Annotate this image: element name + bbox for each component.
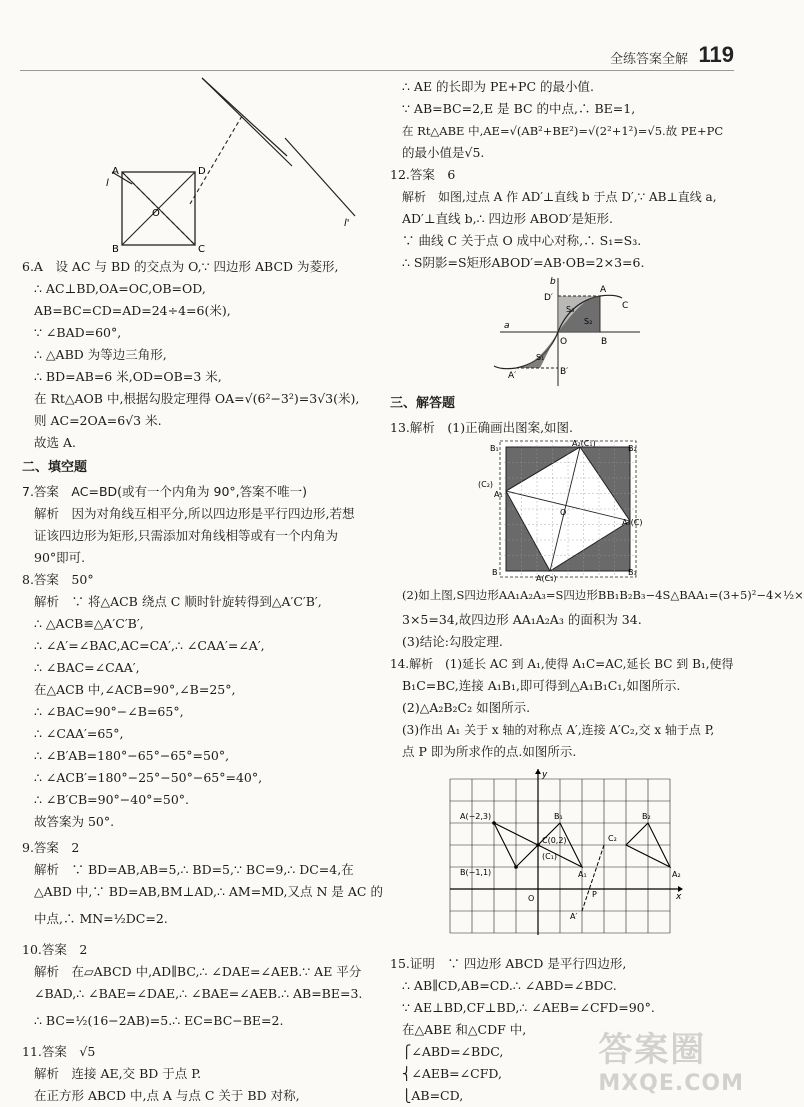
fig12-label-O: O: [560, 337, 568, 347]
q9-line: 中点,∴ MN=½DC=2.: [34, 911, 168, 926]
q8-line: 解析 ∵ 将△ACB 绕点 C 顺时针旋转得到△A′C′B′,: [34, 594, 322, 609]
q14-line: (3)作出 A₁ 关于 x 轴的对称点 A′,连接 A′C₂,交 x 轴于点 P,: [402, 723, 715, 737]
q15-line: 在△ABE 和△CDF 中,: [402, 1022, 527, 1037]
q7-line: 7.答案 AC=BD(或有一个内角为 90°,答案不唯一): [22, 484, 308, 499]
q10-line: 10.答案 2: [22, 942, 88, 957]
q13-line: 13.解析 (1)正确画出图案,如图.: [390, 420, 574, 435]
q8-line: ∴ ∠A′=∠BAC,AC=CA′,∴ ∠CAA′=∠A′,: [34, 638, 265, 653]
fig12-label-a: a: [504, 321, 510, 331]
q9-line: 解析 ∵ BD=AB,AB=5,∴ BD=5,∵ BC=9,∴ DC=4,在: [34, 862, 354, 877]
fig14-label-b: B(−1,1): [460, 868, 492, 877]
q6-line: ∴ △ABD 为等边三角形,: [34, 347, 167, 362]
fig13-label-b3: B₃: [628, 568, 637, 577]
fig14-label-a2: A₂: [672, 870, 681, 879]
answer-q10: [22, 939, 372, 1037]
fig5-label-c: C: [198, 244, 205, 255]
fig12-label-C: C: [622, 301, 629, 311]
fig12-label-Aprime: A′: [508, 371, 517, 381]
fig13-label-b: B: [492, 568, 498, 577]
q7-line: 90°即可.: [34, 550, 86, 565]
fig12-label-Bprime: B′: [560, 367, 569, 377]
fig14-label-c1: (C₁): [542, 852, 558, 861]
q14-line: 点 P 即为所求作的点.如图所示.: [402, 744, 577, 759]
fig14-label-y: y: [542, 770, 548, 780]
q12-line: 12.答案 6: [390, 167, 456, 182]
q11c-line: 的最小值是√5.: [402, 145, 485, 160]
watermark-line2: MXQE.COM: [598, 1071, 744, 1096]
fig14-label-a1: A₁: [578, 870, 587, 879]
q11c-line: ∴ AE 的长即为 PE+PC 的最小值.: [402, 79, 594, 94]
q15-line: ∴ AB∥CD,AB=CD.∴ ∠ABD=∠BDC.: [402, 978, 617, 993]
fig13-label-b1: B₁: [490, 444, 499, 453]
right-column: [390, 76, 804, 1107]
q12-line: ∵ 曲线 C 关于点 O 成中心对称,∴ S₁=S₃.: [402, 233, 642, 248]
fig5-label-b: B: [112, 244, 119, 255]
q7-line: 证该四边形为矩形,只需添加对角线相等或有一个内角为: [34, 528, 338, 543]
answer-q14: [390, 653, 734, 763]
answer-q11-cont: [390, 76, 730, 164]
q13b-line: (2)如上图,S四边形AA₁A₂A₃=S四边形BB₁B₂B₃−4S△BAA₁=(3+5)²−4×½×: [402, 588, 804, 602]
q11-line: 在正方形 ABCD 中,点 A 与点 C 关于 BD 对称,: [34, 1088, 300, 1103]
figure-q12-curve: [390, 274, 730, 390]
header-title: 全练答案全解: [609, 52, 688, 67]
watermark-line1: 答案圈: [598, 1030, 707, 1070]
page-header: [0, 40, 750, 70]
q15-line: ⎧∠ABD=∠BDC,: [402, 1044, 504, 1059]
q8-line: ∴ ∠B′CB=90°−40°=50°.: [34, 792, 190, 807]
fig13-label-o: O: [560, 508, 567, 517]
fig12-label-b: b: [550, 277, 556, 287]
q8-line: ∴ ∠BAC=90°−∠B=65°,: [34, 704, 184, 719]
fig14-label-c: C(0,2): [542, 836, 567, 845]
q6-line: ∴ AC⊥BD,OA=OC,OB=OD,: [34, 281, 206, 296]
fig13-label-ac3: A(C₃): [536, 574, 557, 583]
figure-q14-grid: [390, 763, 730, 953]
q8-line: 8.答案 50°: [22, 572, 94, 587]
q6-line: 故选 A.: [34, 435, 76, 450]
q15-line: ⎩AB=CD,: [402, 1088, 464, 1103]
q6-line: 则 AC=2OA=6√3 米.: [34, 413, 162, 428]
fig12-label-S2: S₂: [584, 317, 593, 326]
q8-line: 在△ACB 中,∠ACB=90°,∠B=25°,: [34, 682, 236, 697]
q7-line: 解析 因为对角线互相平分,所以四边形是平行四边形,若想: [34, 506, 355, 521]
fig12-label-S1: S₁: [536, 353, 545, 362]
answer-q13b: [390, 581, 804, 653]
q12-line: ∴ S阴影=S矩形ABOD′=AB·OB=2×3=6.: [402, 255, 645, 270]
answer-q12: [390, 164, 730, 274]
fig13-label-a3c: A₃(C): [622, 518, 643, 527]
fig12-label-B: B: [601, 337, 608, 347]
q8-line: ∴ △ACB≌△A′C′B′,: [34, 616, 144, 631]
q15-line: 15.证明 ∵ 四边形 ABCD 是平行四边形,: [390, 956, 627, 971]
fig5-label-d: D: [198, 166, 206, 177]
header-rule: [20, 70, 734, 71]
q14-line: 14.解析 (1)延长 AC 到 A₁,使得 A₁C=AC,延长 BC 到 B₁,使得: [390, 657, 734, 671]
figure-q5-square: [82, 76, 382, 256]
page-number: 119: [698, 42, 734, 67]
q12-line: AD′⊥直线 b,∴ 四边形 ABOD′是矩形.: [402, 211, 614, 226]
figure-q13-square-pattern: [390, 439, 730, 581]
section-fill-blank: 二、填空题: [22, 460, 88, 475]
fig12-label-Dprime: D′: [544, 293, 553, 303]
fig14-label-o: O: [528, 894, 535, 903]
fig14-label-x: x: [676, 892, 682, 902]
q15-line: ∵ AE⊥BD,CF⊥BD,∴ ∠AEB=∠CFD=90°.: [402, 1000, 655, 1015]
q13b-line: (3)结论:勾股定理.: [402, 634, 503, 649]
fig14-label-aprime: A′: [570, 912, 578, 921]
fig13-label-a2c1: A₂(C₁): [572, 439, 596, 448]
fig14-label-b2: B₂: [642, 812, 651, 821]
fig5-label-l: l: [106, 178, 109, 189]
q6-line: 6.A 设 AC 与 BD 的交点为 O,∵ 四边形 ABCD 为菱形,: [22, 259, 339, 274]
fig14-label-c2: C₂: [608, 834, 617, 843]
fig5-label-a: A: [112, 166, 119, 177]
q10-line: ∴ BC=½(16−2AB)=5.∴ EC=BC−BE=2.: [34, 1013, 284, 1028]
left-column: [22, 76, 383, 1107]
q6-line: ∵ ∠BAD=60°,: [34, 325, 122, 340]
fig13-label-a1: A₁: [494, 490, 503, 499]
q9-line: 9.答案 2: [22, 840, 80, 855]
q10-line: ∠BAD,∴ ∠BAE=∠DAE,∴ ∠BAE=∠AEB.∴ AB=BE=3.: [34, 986, 363, 1001]
q8-line: ∴ ∠ACB′=180°−25°−50°−65°=40°,: [34, 770, 263, 785]
answer-q9: [22, 837, 383, 935]
answer-q7: [22, 481, 372, 569]
q15-line: ⎨∠AEB=∠CFD,: [402, 1066, 502, 1081]
answer-q11: [22, 1041, 372, 1107]
q8-line: ∴ ∠CAA′=65°,: [34, 726, 124, 741]
fig5-label-o: O: [152, 208, 160, 219]
q6-line: AB=BC=CD=AD=24÷4=6(米),: [34, 303, 231, 318]
q6-line: ∴ BD=AB=6 米,OD=OB=3 米,: [34, 369, 222, 384]
q13b-line: 3×5=34,故四边形 AA₁A₂A₃ 的面积为 34.: [402, 612, 642, 627]
q11c-line: 在 Rt△ABE 中,AE=√(AB²+BE²)=√(2²+1²)=√5.故 PE+PC: [402, 124, 724, 138]
q8-line: ∴ ∠BAC=∠CAA′,: [34, 660, 140, 675]
fig14-label-a: A(−2,3): [460, 812, 492, 821]
fig12-label-A: A: [600, 285, 607, 295]
fig13-label-b2: B₂: [628, 444, 637, 453]
fig5-label-lprime: l': [344, 218, 350, 229]
q9-line: △ABD 中,∵ BD=AB,BM⊥AD,∴ AM=MD,又点 N 是 AC 的: [34, 884, 383, 899]
fig13-label-c2: (C₂): [478, 480, 494, 489]
q8-line: ∴ ∠B′AB=180°−65°−65°=50°,: [34, 748, 230, 763]
section-solutions: 三、解答题: [390, 396, 456, 411]
answer-q13: [390, 417, 730, 439]
q11-line: 11.答案 √5: [22, 1044, 96, 1059]
q6-line: 在 Rt△AOB 中,根据勾股定理得 OA=√(6²−3²)=3√3(米),: [34, 391, 360, 406]
q10-line: 解析 在▱ABCD 中,AD∥BC,∴ ∠DAE=∠AEB.∵ AE 平分: [34, 964, 362, 979]
answer-q8: [22, 569, 372, 833]
q11c-line: ∵ AB=BC=2,E 是 BC 的中点,∴ BE=1,: [402, 101, 636, 116]
q14-line: (2)△A₂B₂C₂ 如图所示.: [402, 700, 531, 715]
q14-line: B₁C=BC,连接 A₁B₁,即可得到△A₁B₁C₁,如图所示.: [402, 678, 681, 693]
fig14-label-b1: B₁: [554, 812, 563, 821]
q11-line: 解析 连接 AE,交 BD 于点 P.: [34, 1066, 202, 1081]
answer-q6: [22, 256, 372, 454]
q8-line: 故答案为 50°.: [34, 814, 115, 829]
q12-line: 解析 如图,过点 A 作 AD′⊥直线 b 于点 D′,∵ AB⊥直线 a,: [402, 190, 717, 204]
fig14-label-p: P: [592, 890, 597, 899]
fig12-label-S3: S₃: [566, 305, 575, 314]
watermark-logo: [598, 1022, 744, 1096]
